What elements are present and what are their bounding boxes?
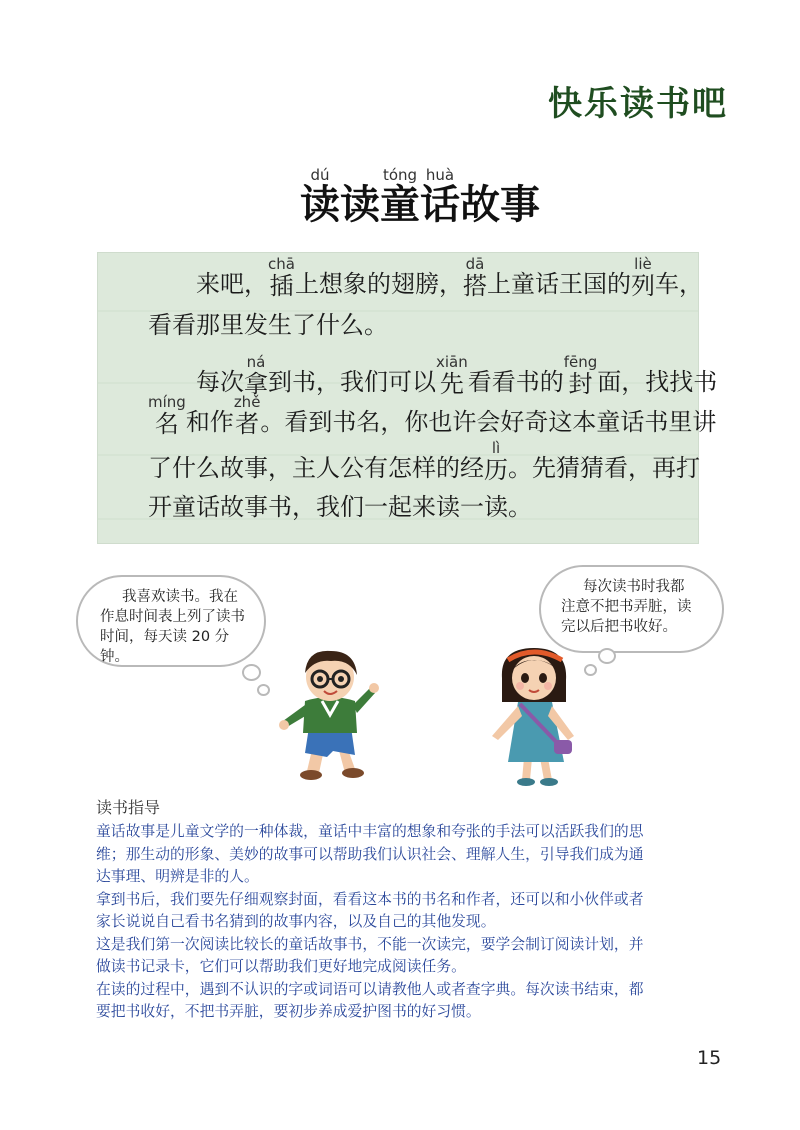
annotated-character xyxy=(148,393,186,437)
annotated-character xyxy=(631,255,655,299)
text-segment: 看看那里发生了什么。 xyxy=(148,311,388,339)
bubble-line: 完以后把书收好。 xyxy=(561,619,677,635)
title-character xyxy=(460,166,500,226)
pinyin: fēng xyxy=(563,353,598,371)
annotated-character xyxy=(463,255,487,299)
bubble-line: 注意不把书弄脏，读 xyxy=(561,599,692,615)
hanzi: 故 xyxy=(460,181,500,228)
text-segment: 。先猜猜看，再打 xyxy=(508,454,700,483)
text-segment: 来吧， xyxy=(148,270,268,299)
reading-text-box xyxy=(97,252,718,544)
annotated-character xyxy=(268,255,295,299)
title-character xyxy=(420,166,460,226)
guide-line: 在读的过程中，遇到不认识的字或词语可以请教他人或者查字典。每次读书结束，都 xyxy=(96,980,644,998)
annotated-character xyxy=(436,353,468,397)
guide-line: 达事理、明辨是非的人。 xyxy=(96,868,259,885)
pinyin: dā xyxy=(465,255,485,273)
pinyin: chā xyxy=(268,255,295,273)
pinyin: xiān xyxy=(436,353,468,371)
text-segment: 上想象的翅膀， xyxy=(294,270,463,299)
title-character xyxy=(500,166,540,226)
pinyin: lì xyxy=(491,439,501,457)
hanzi: 话 xyxy=(420,181,460,228)
reading-guide-heading: 读书指导 xyxy=(96,798,161,817)
guide-line: 维；那生动的形象、美妙的故事可以帮助我们认识社会、理解人生，引导我们成为通 xyxy=(96,845,644,863)
hanzi: 读 xyxy=(340,181,380,228)
hanzi: 名 xyxy=(154,410,179,438)
reading-line xyxy=(148,305,388,340)
reading-line xyxy=(148,255,703,299)
text-segment: 到书，我们可以 xyxy=(268,368,436,397)
boy-speech-bubble xyxy=(76,575,266,667)
hanzi: 读 xyxy=(300,181,340,228)
text-segment: 车， xyxy=(654,270,703,299)
text-segment: 开童话故事书，我们一起来读一读。 xyxy=(148,493,532,521)
pinyin: tóng xyxy=(382,166,418,184)
hanzi: 历 xyxy=(484,456,508,484)
bubble-line: 我喜欢读书。我在 xyxy=(122,589,238,605)
thought-dot xyxy=(257,684,270,696)
hanzi: 者 xyxy=(235,410,260,438)
pinyin: ná xyxy=(246,353,266,371)
page-number: 15 xyxy=(697,1047,722,1069)
hanzi: 列 xyxy=(630,272,655,300)
hanzi: 插 xyxy=(269,272,294,300)
reading-line xyxy=(148,353,717,397)
title-character xyxy=(300,166,340,226)
reading-line xyxy=(148,439,700,483)
pinyin: zhě xyxy=(233,393,261,411)
text-segment: 。看到书名，你也许会好奇这本童话书里讲 xyxy=(260,408,717,437)
pinyin: míng xyxy=(148,393,186,411)
guide-line: 这是我们第一次阅读比较长的童话故事书，不能一次读完，要学会制订阅读计划，并 xyxy=(96,935,644,953)
section-title: 快乐读书吧 xyxy=(548,84,728,124)
annotated-character xyxy=(234,393,261,437)
thought-dot xyxy=(598,648,616,664)
annotated-character xyxy=(564,353,598,397)
hanzi: 先 xyxy=(439,370,464,398)
boy-illustration xyxy=(275,645,385,785)
hanzi: 事 xyxy=(500,181,540,228)
reading-line xyxy=(148,487,532,522)
girl-illustration xyxy=(478,640,588,790)
bubble-line: 作息时间表上列了读书 xyxy=(100,609,245,625)
pinyin: liè xyxy=(634,255,652,273)
guide-line: 拿到书后，我们要先仔细观察封面，看看这本书的书名和作者，还可以和小伙伴或者 xyxy=(96,890,644,908)
pinyin: huà xyxy=(425,166,455,184)
guide-line: 童话故事是儿童文学的一种体裁，童话中丰富的想象和夸张的手法可以活跃我们的思 xyxy=(96,823,644,840)
bubble-line: 时间，每天读 20 分钟。 xyxy=(100,629,230,665)
reading-line xyxy=(148,393,716,437)
guide-line: 家长说说自己看书名猜到的故事内容，以及自己的其他发现。 xyxy=(96,913,496,930)
text-segment: 和作 xyxy=(185,408,234,437)
text-segment: 面，找找书 xyxy=(597,368,718,397)
title-character xyxy=(340,166,380,226)
bubble-line: 每次读书时我都 xyxy=(583,579,685,595)
hanzi: 封 xyxy=(568,370,593,398)
hanzi: 搭 xyxy=(462,272,487,300)
text-segment: 看看书的 xyxy=(467,368,564,397)
text-segment: 每次 xyxy=(148,368,244,397)
text-segment: 了什么故事，主人公有怎样的经 xyxy=(148,454,484,483)
title-character xyxy=(380,166,420,226)
text-segment: 上童话王国的 xyxy=(486,270,631,299)
hanzi: 童 xyxy=(380,181,420,228)
lesson-title xyxy=(300,166,540,226)
thought-dot xyxy=(242,664,261,681)
annotated-character xyxy=(244,353,268,397)
annotated-character xyxy=(484,439,508,483)
hanzi: 拿 xyxy=(244,370,268,398)
pinyin: dú xyxy=(310,166,330,184)
guide-line: 做读书记录卡，它们可以帮助我们更好地完成阅读任务。 xyxy=(96,958,466,975)
guide-line: 要把书收好，不把书弄脏，要初步养成爱护图书的好习惯。 xyxy=(96,1003,481,1020)
